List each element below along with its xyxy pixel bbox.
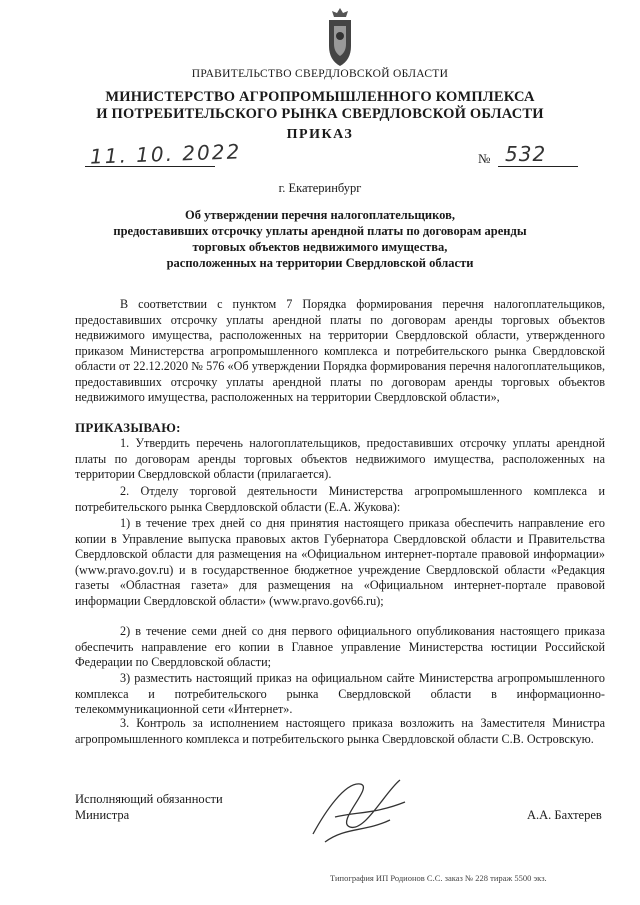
subject-line-2: предоставивших отсрочку уплаты арендной платы по договорам аренды [113, 224, 527, 238]
subject-line-3: торговых объектов недвижимого имущества, [192, 240, 448, 254]
item-2-2-paragraph: 2) в течение семи дней со дня первого официального опубликования настоящего приказа обеспечить направление его копии в Главное управление Министерства юстиции Российской Федерации по Свердловской области; [75, 624, 605, 669]
item-1-paragraph: 1. Утвердить перечень налогоплательщиков, предоставивших отсрочку уплаты арендной платы по договорам аренды торговых объектов недвижимого имущества, расположенных на территории Свердловской области (прилагается). [75, 436, 605, 481]
subject-line-4: расположенных на территории Свердловской области [166, 256, 474, 270]
position-line-2: Министра [75, 808, 130, 822]
coat-of-arms-icon [324, 6, 356, 68]
number-sign: № [478, 151, 491, 166]
item-2-paragraph: 2. Отделу торговой деятельности Министерства агропромышленного комплекса и потребительского рынка Свердловской области (Е.А. Жукова): [75, 484, 605, 514]
order-date: 11. 10. 2022 [89, 139, 242, 169]
order-word: ПРИКАЗЫВАЮ: [75, 420, 181, 435]
subject-line-1: Об утверждении перечня налогоплательщиков, [185, 208, 455, 222]
item-2-1-paragraph: 1) в течение трех дней со дня принятия настоящего приказа обеспечить направление его копии в Управление выпуска правовых актов Губернатора Свердловской области и Правительства Свердловской области для размещения на «Официальном интернет-портале правовой информации» (www.pravo.gov.ru) и в государственное бюджетное учреждение Свердловской области «Редакция газеты «Областная газета» для размещения на «Официальном интернет-портале правовой информации Свердловской области» (www.pravo.gov66.ru); [75, 516, 605, 608]
signatory-position [75, 791, 223, 823]
item-3-paragraph: 3. Контроль за исполнением настоящего приказа возложить на Заместителя Министра агропромышленного комплекса и потребительского рынка Свердловской области С.В. Островскую. [75, 716, 605, 746]
preamble-paragraph: В соответствии с пунктом 7 Порядка формирования перечня налогоплательщиков, предоставивших отсрочку уплаты арендной платы по договорам аренды торговых объектов недвижимого имущества, расположенных на территории Свердловской области, утвержденного приказом Министерства агропромышленного комплекса и потребительского рынка Свердловской области от 22.12.2020 № 576 «Об утверждении Порядка формирования перечня налогоплательщиков, предоставивших отсрочку уплаты арендной платы по договорам аренды торговых объектов недвижимого имущества, расположенных на территории Свердловской области», [75, 297, 605, 404]
position-line-1: Исполняющий обязанности [75, 792, 223, 806]
government-name: ПРАВИТЕЛЬСТВО СВЕРДЛОВСКОЙ ОБЛАСТИ [191, 68, 449, 80]
ministry-line-1: МИНИСТЕРСТВО АГРОПРОМЫШЛЕННОГО КОМПЛЕКСА [105, 89, 535, 105]
city: г. Екатеринбург [278, 181, 362, 195]
ministry-name [0, 89, 640, 123]
order-number: 532 [505, 142, 547, 166]
ministry-line-2: И ПОТРЕБИТЕЛЬСКОГО РЫНКА СВЕРДЛОВСКОЙ ОБЛАСТИ [96, 106, 544, 122]
document-type: ПРИКАЗ [286, 127, 354, 142]
item-2-3-paragraph: 3) разместить настоящий приказ на официальном сайте Министерства агропромышленного комплекса и потребительского рынка Свердловской области в информационно-телекоммуникационной сети «Интернет». [75, 671, 605, 716]
date-underline [85, 166, 215, 167]
number-underline [498, 166, 578, 167]
order-subject [95, 207, 545, 271]
handwritten-signature-icon [305, 772, 415, 852]
printing-info: Типография ИП Родионов С.С. заказ № 228 тираж 5500 экз. [330, 873, 547, 883]
signatory-name: А.А. Бахтерев [527, 808, 602, 822]
